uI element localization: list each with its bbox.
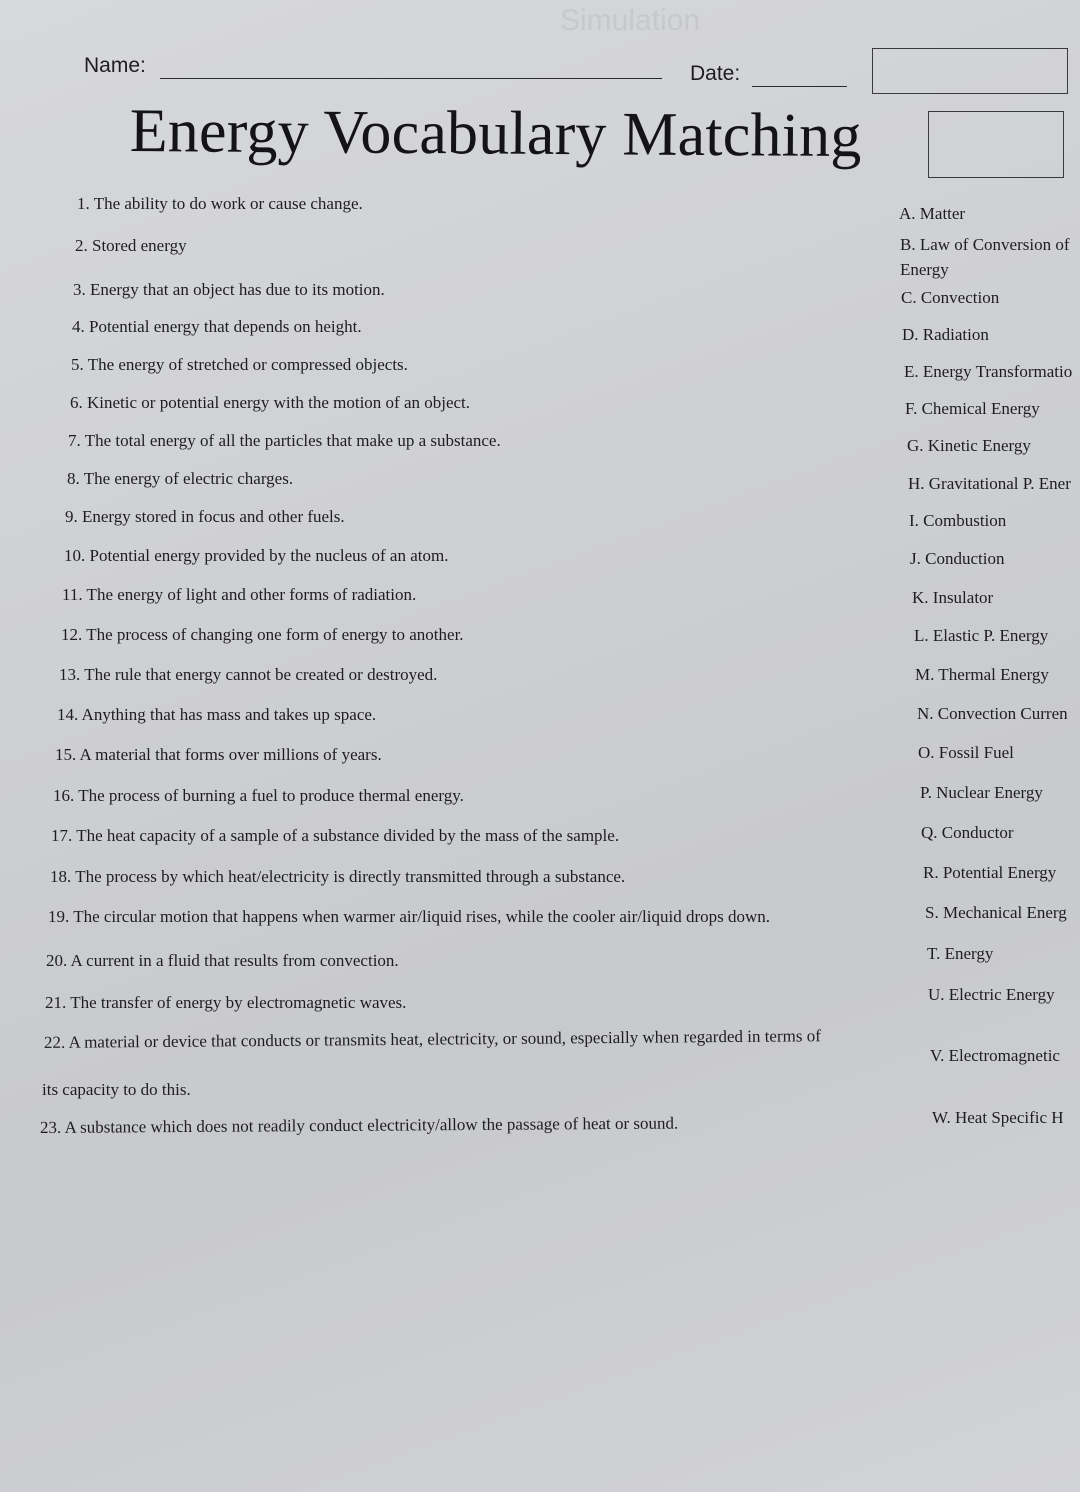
question-item: 20. A current in a fluid that results from convection. (46, 951, 399, 970)
answer-item: C. Convection (901, 288, 1000, 307)
answer-item: D. Radiation (902, 325, 989, 344)
date-label: Date: (690, 62, 741, 85)
bleed-through-text: Simulation (560, 4, 701, 37)
page-title: Energy Vocabulary Matching (129, 96, 862, 171)
answer-item: T. Energy (927, 944, 994, 963)
question-item: 12. The process of changing one form of energy to another. (61, 625, 464, 644)
answer-item: H. Gravitational P. Ener (908, 474, 1071, 493)
question-item: its capacity to do this. (42, 1080, 191, 1099)
question-item: 11. The energy of light and other forms of radiation. (62, 585, 417, 604)
answer-item: E. Energy Transformatio (904, 362, 1073, 381)
answer-item: I. Combustion (909, 511, 1007, 530)
question-item: 16. The process of burning a fuel to produce thermal energy. (53, 786, 464, 805)
question-item: 13. The rule that energy cannot be created or destroyed. (59, 665, 438, 684)
answer-item: B. Law of Conversion of Energy (900, 235, 1070, 279)
answer-item: R. Potential Energy (923, 863, 1057, 882)
answer-item: J. Conduction (910, 549, 1005, 568)
answer-item: Q. Conductor (921, 823, 1014, 842)
question-item: 5. The energy of stretched or compressed objects. (71, 355, 408, 374)
answer-item: F. Chemical Energy (905, 399, 1040, 418)
question-item: 2. Stored energy (75, 236, 187, 255)
question-item: 19. The circular motion that happens when warmer air/liquid rises, while the cooler air/liquid drops down. (48, 907, 771, 926)
question-item: 4. Potential energy that depends on height. (72, 317, 362, 336)
question-item: 23. A substance which does not readily conduct electricity/allow the passage of heat or sound. (39, 1113, 679, 1137)
answer-item: V. Electromagnetic (930, 1046, 1060, 1065)
answer-item: M. Thermal Energy (915, 665, 1049, 684)
answer-item: N. Convection Curren (917, 704, 1068, 723)
answer-item: S. Mechanical Energ (925, 903, 1067, 922)
question-item: 10. Potential energy provided by the nucleus of an atom. (64, 546, 449, 565)
answer-item: O. Fossil Fuel (918, 743, 1014, 762)
score-box-top[interactable] (872, 48, 1068, 94)
answer-item: W. Heat Specific H (932, 1108, 1064, 1127)
name-label: Name: (84, 54, 146, 77)
question-item: 7. The total energy of all the particles that make up a substance. (68, 431, 501, 450)
answer-item: P. Nuclear Energy (920, 783, 1043, 802)
question-item: 17. The heat capacity of a sample of a substance divided by the mass of the sample. (51, 826, 620, 845)
question-item: 14. Anything that has mass and takes up space. (57, 705, 377, 724)
question-item: 8. The energy of electric charges. (67, 469, 294, 488)
name-field-line[interactable] (160, 78, 662, 79)
question-item: 1. The ability to do work or cause change. (77, 194, 363, 213)
date-field-line[interactable] (752, 86, 847, 87)
question-item: 9. Energy stored in focus and other fuels. (65, 507, 345, 526)
question-item: 3. Energy that an object has due to its motion. (73, 280, 385, 299)
question-item: 15. A material that forms over millions of years. (55, 745, 382, 764)
answer-item: A. Matter (899, 204, 966, 223)
answer-item: G. Kinetic Energy (907, 436, 1031, 455)
question-item: 21. The transfer of energy by electromagnetic waves. (45, 993, 407, 1012)
answer-item: U. Electric Energy (928, 985, 1055, 1004)
score-box-bottom[interactable] (928, 111, 1064, 178)
question-item: 22. A material or device that conducts or transmits heat, electricity, or sound, especially when regarded in terms of (43, 1026, 821, 1052)
answer-item: K. Insulator (912, 588, 994, 607)
question-item: 6. Kinetic or potential energy with the motion of an object. (70, 393, 471, 412)
question-item: 18. The process by which heat/electricity is directly transmitted through a substance. (50, 867, 626, 886)
answer-item: L. Elastic P. Energy (914, 626, 1049, 645)
